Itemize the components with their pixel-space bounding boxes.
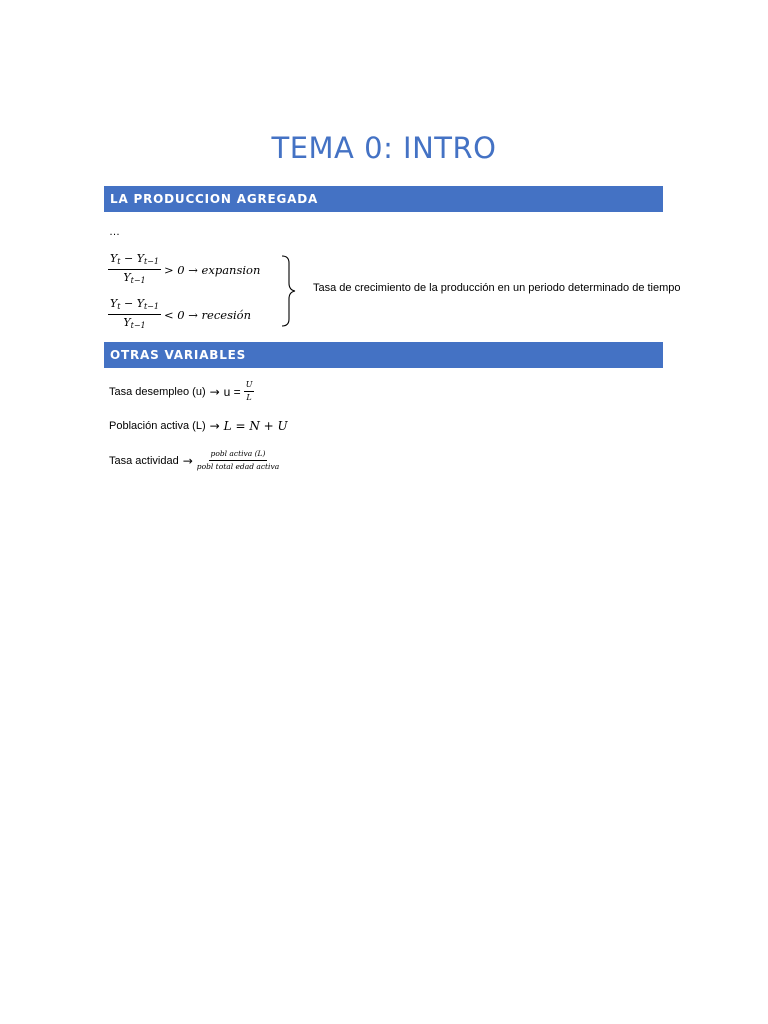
symbol-y: Y <box>110 252 118 265</box>
subscript: t <box>117 257 121 266</box>
arrow-icon: → <box>209 419 220 433</box>
fraction-denominator: L <box>246 393 252 402</box>
variable-poblacion-activa <box>109 419 288 433</box>
section-header-produccion-agregada: LA PRODUCCION AGREGADA <box>104 186 663 212</box>
unemployment-fraction <box>244 380 255 403</box>
fraction-denominator <box>123 270 145 287</box>
growth-fraction <box>108 252 161 287</box>
growth-rate-description: Tasa de crecimiento de la producción en un periodo determinado de tiempo <box>313 282 681 294</box>
fraction-numerator: U <box>244 380 255 392</box>
formula-condition: < 0 → recesión <box>163 307 251 322</box>
symbol-y: Y <box>123 271 131 284</box>
growth-fraction <box>108 297 161 332</box>
symbol-y: Y <box>123 316 131 329</box>
fraction-denominator <box>123 315 145 332</box>
fraction-numerator <box>108 297 161 315</box>
subscript: t−1 <box>130 276 146 285</box>
variable-label: Población activa (L) <box>109 420 206 432</box>
section-header-otras-variables: OTRAS VARIABLES <box>104 342 663 368</box>
minus-sign: − <box>123 252 134 265</box>
variable-tasa-actividad <box>109 449 279 472</box>
right-brace-icon <box>280 255 302 327</box>
variable-label: Tasa desempleo (u) <box>109 385 206 398</box>
unemployment-lhs: u = <box>223 384 241 399</box>
symbol-y: Y <box>136 252 144 265</box>
activity-rate-fraction <box>197 449 279 472</box>
fraction-numerator <box>108 252 161 270</box>
arrow-icon: → <box>182 453 193 468</box>
symbol-y: Y <box>136 297 144 310</box>
page-title: TEMA 0: INTRO <box>271 131 497 165</box>
fraction-numerator: pobl activa (L) <box>209 449 268 461</box>
formula-recession <box>108 297 251 332</box>
arrow-icon: → <box>209 384 220 399</box>
subscript: t−1 <box>130 321 146 330</box>
minus-sign: − <box>123 297 134 310</box>
variable-label: Tasa actividad <box>109 454 179 467</box>
subscript: t−1 <box>143 302 159 311</box>
symbol-y: Y <box>110 297 118 310</box>
subscript: t <box>117 302 121 311</box>
labor-force-equation: L = N + U <box>223 419 288 433</box>
fraction-denominator: pobl total edad activa <box>196 462 280 471</box>
variable-tasa-desempleo <box>109 380 254 403</box>
ellipsis-text: … <box>109 226 120 238</box>
subscript: t−1 <box>143 257 159 266</box>
formula-condition: > 0 → expansion <box>163 262 261 277</box>
formula-expansion <box>108 252 260 287</box>
